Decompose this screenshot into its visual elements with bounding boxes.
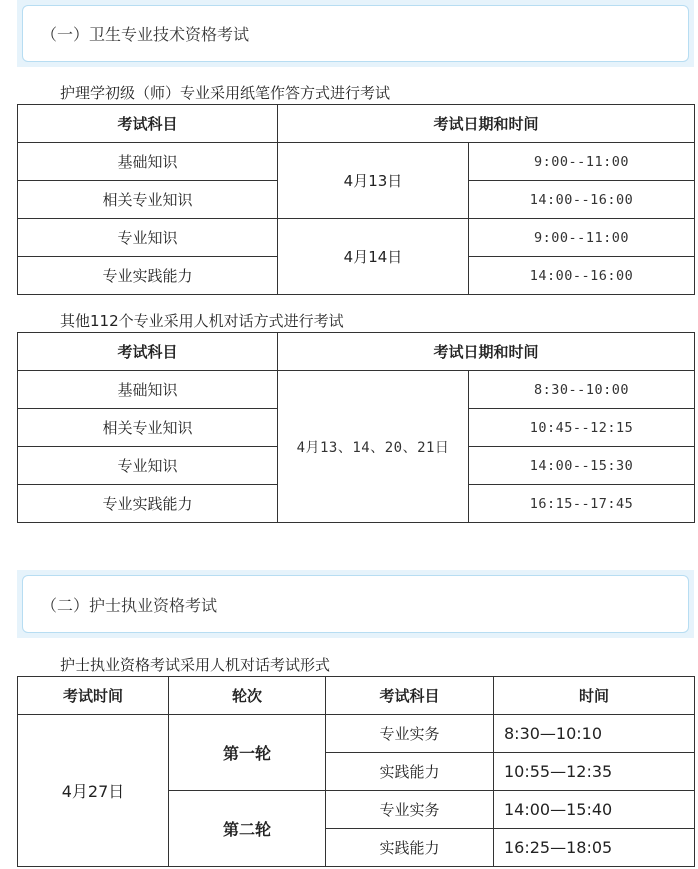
time-cell: 10:55—12:35	[494, 753, 695, 791]
table-row	[18, 143, 695, 181]
header-datetime: 考试日期和时间	[278, 105, 695, 143]
subject-cell: 专业知识	[18, 447, 278, 485]
table-row	[18, 371, 695, 409]
time-cell: 9:00--11:00	[469, 143, 695, 181]
header-time: 时间	[494, 677, 695, 715]
date-cell: 4月27日	[18, 715, 169, 867]
subject-cell: 实践能力	[326, 753, 494, 791]
subject-cell: 专业知识	[18, 219, 278, 257]
time-cell: 8:30—10:10	[494, 715, 695, 753]
section-header-2	[17, 570, 694, 638]
nurse-exam-note: 护士执业资格考试采用人机对话考试形式	[60, 656, 331, 674]
table-row	[18, 219, 695, 257]
subject-cell: 实践能力	[326, 829, 494, 867]
subject-cell: 专业实践能力	[18, 485, 278, 523]
subject-cell: 专业实务	[326, 715, 494, 753]
computer-exam-note: 其他112个专业采用人机对话方式进行考试	[60, 312, 344, 330]
header-subject: 考试科目	[326, 677, 494, 715]
subject-cell: 相关专业知识	[18, 181, 278, 219]
paper-exam-table	[17, 104, 695, 295]
date-cell: 4月13日	[278, 143, 469, 219]
subject-cell: 专业实践能力	[18, 257, 278, 295]
computer-exam-table	[17, 332, 695, 523]
table-row	[18, 715, 695, 753]
section-header-1	[17, 0, 694, 67]
time-cell: 14:00--16:00	[469, 181, 695, 219]
time-cell: 14:00—15:40	[494, 791, 695, 829]
time-cell: 8:30--10:00	[469, 371, 695, 409]
header-subject: 考试科目	[18, 105, 278, 143]
date-cell: 4月14日	[278, 219, 469, 295]
subject-cell: 专业实务	[326, 791, 494, 829]
time-cell: 16:25—18:05	[494, 829, 695, 867]
paper-exam-note: 护理学初级（师）专业采用纸笔作答方式进行考试	[60, 84, 391, 102]
subject-cell: 基础知识	[18, 371, 278, 409]
section-title-2: （二）护士执业资格考试	[22, 575, 689, 633]
time-cell: 14:00--15:30	[469, 447, 695, 485]
date-cell: 4月13、14、20、21日	[278, 371, 469, 523]
header-exam-time: 考试时间	[18, 677, 169, 715]
time-cell: 16:15--17:45	[469, 485, 695, 523]
round-cell: 第一轮	[169, 715, 326, 791]
subject-cell: 相关专业知识	[18, 409, 278, 447]
header-subject: 考试科目	[18, 333, 278, 371]
nurse-exam-table	[17, 676, 695, 867]
section-title-1: （一）卫生专业技术资格考试	[22, 5, 689, 62]
subject-cell: 基础知识	[18, 143, 278, 181]
header-round: 轮次	[169, 677, 326, 715]
time-cell: 10:45--12:15	[469, 409, 695, 447]
round-cell: 第二轮	[169, 791, 326, 867]
time-cell: 14:00--16:00	[469, 257, 695, 295]
time-cell: 9:00--11:00	[469, 219, 695, 257]
header-datetime: 考试日期和时间	[278, 333, 695, 371]
